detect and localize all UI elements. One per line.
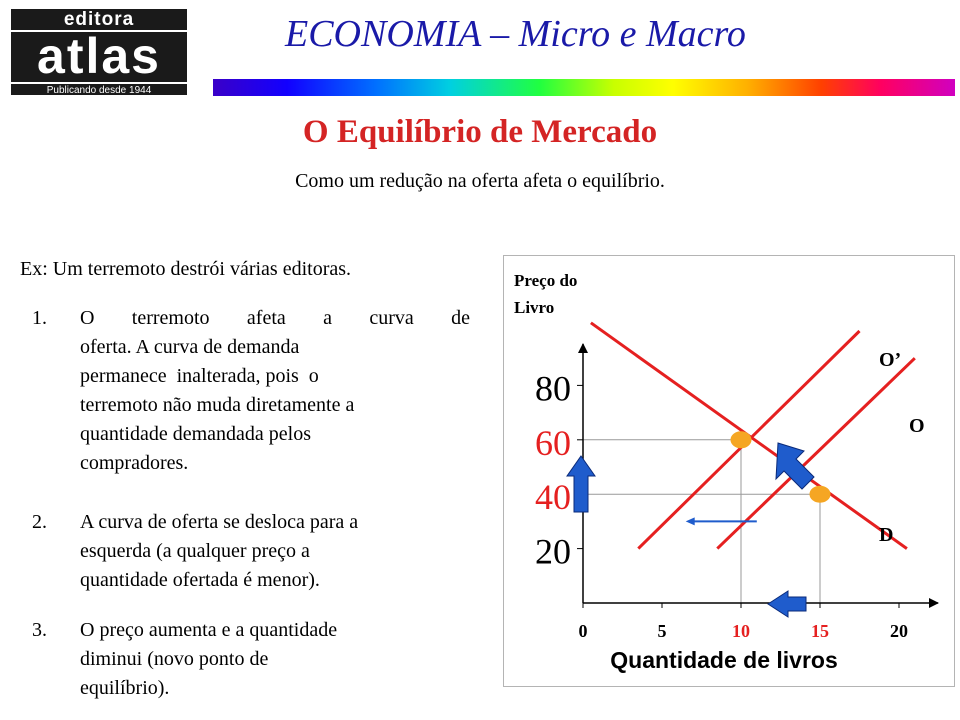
list-item-line: O preço aumenta e a quantidade [80,619,338,641]
price-up-arrow-icon [567,456,595,512]
supply-shift-block-arrow-icon [776,443,814,489]
example-text: Ex: Um terremoto destrói várias editoras. [20,258,352,280]
list-item-line: esquerda (a qualquer preço a [80,540,310,562]
supply-shift-arrow-head [686,517,695,525]
slide-subtitle: Como um redução na oferta afeta o equilíbrio. [295,170,665,192]
equilibrium-point [810,486,830,502]
list-item-line: O terremoto afeta a curva de [80,307,470,329]
curve-label-supply: O [909,415,925,437]
list-item-text [80,304,470,478]
y-tick-label: 80 [535,368,571,409]
list-item-number: 2. [32,511,47,533]
y-tick-label: 60 [535,422,571,463]
svg-text:atlas: atlas [37,28,161,84]
x-tick-label: 10 [732,621,750,641]
list-item-line: diminui (novo ponto de [80,648,269,670]
list-item-line: quantidade ofertada é menor). [80,569,320,591]
slide-title: O Equilíbrio de Mercado [302,114,658,150]
chart-canvas [504,256,956,688]
y-axis-label: Preço do [514,271,578,290]
x-tick-label: 5 [657,621,667,641]
curve-label-demand: D [879,524,894,546]
x-axis-label: Quantidade de livros [610,647,838,673]
x-tick-label: 15 [811,621,829,641]
x-tick-label: 0 [578,621,588,641]
quantity-left-arrow-icon [768,591,806,617]
list-item-line: A curva de oferta se desloca para a [80,511,359,533]
y-tick-label: 20 [535,531,571,572]
list-item-line: quantidade demandada pelos [80,423,312,445]
list-item-line: permanece inalterada, pois o [80,365,319,387]
list-item-line: oferta. A curva de demanda [80,336,300,358]
curve-O [717,358,915,548]
list-item-number: 1. [32,307,47,329]
x-tick-label: 20 [890,621,908,641]
equilibrium-point [731,432,751,448]
y-axis-label: Livro [514,298,555,317]
header-title: ECONOMIA – Micro e Macro [285,13,746,55]
list-item-number: 3. [32,619,47,641]
svg-text:Publicando desde 1944: Publicando desde 1944 [46,85,152,96]
list-item-line: compradores. [80,452,189,474]
svg-text:editora: editora [63,9,135,30]
list-item-text [80,616,440,703]
y-tick-label: 40 [535,477,571,518]
header-gradient-bar [213,79,955,96]
editora-atlas-logo [7,5,191,97]
list-item-line: equilíbrio). [80,677,170,699]
curve-label-shifted-supply: O’ [879,349,902,371]
list-item-line: terremoto não muda diretamente a [80,394,355,416]
list-item-text [80,508,460,595]
supply-demand-chart [503,255,955,687]
